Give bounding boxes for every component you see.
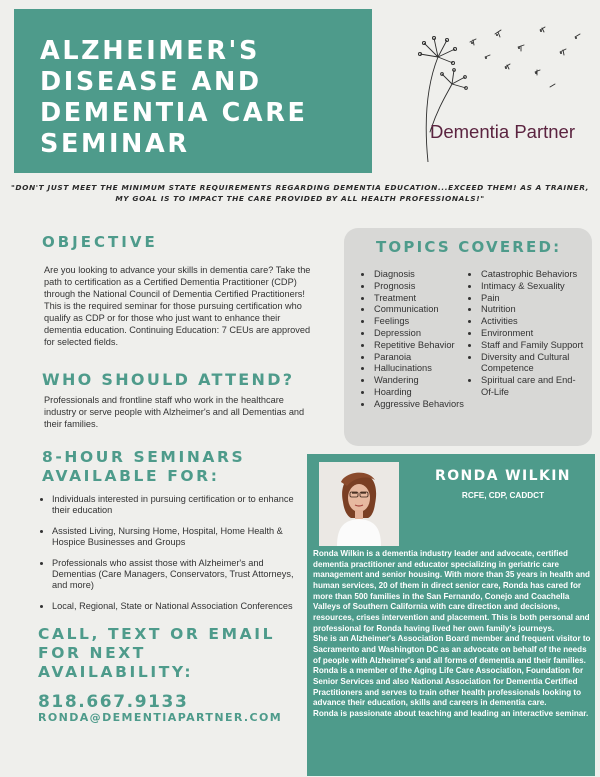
- list-item: • Individuals interested in pursuing certification or to enhance their education: [52, 494, 294, 516]
- list-item: • Feelings: [373, 316, 474, 328]
- list-item: • Professionals who assist those with Alzheimer's and Dementias (Care Managers, Conservators, Trust Attorneys, and more): [52, 558, 294, 591]
- bio-paragraph: She is an Alzheimer's Association Board member and frequent visitor to Sacramento and Washington DC as an advocate on behalf of the needs of people with Alzheimer's and all forms of dementia and their families. Ronda is a member of the Aging Life Care Association, Foundation for Senior Services and also National Association for Dementia Certified Practitioners and serves to train other health professionals looking to advance their education, skills and careers in dementia care.: [313, 634, 591, 708]
- presenter-credentials: RCFE, CDP, CADDCT: [461, 491, 545, 500]
- list-item: • Catastrophic Behaviors: [480, 269, 587, 281]
- email-address[interactable]: RONDA@DEMENTIAPARTNER.COM: [38, 711, 283, 724]
- presenter-photo: [319, 462, 399, 546]
- title-banner: [14, 9, 372, 173]
- list-item: • Communication: [373, 304, 474, 316]
- list-item: • Prognosis: [373, 281, 474, 293]
- title-line: ALZHEIMER'S: [40, 36, 260, 66]
- list-item: • Paranoia: [373, 352, 474, 364]
- list-item: • Wandering: [373, 375, 474, 387]
- seminars-heading-line: AVAILABLE FOR:: [42, 466, 220, 485]
- list-item: • Aggressive Behaviors: [373, 399, 474, 411]
- list-item: • Local, Regional, State or National Association Conferences: [52, 601, 294, 612]
- list-item: • Environment: [480, 328, 587, 340]
- presenter-bio: [313, 549, 593, 720]
- objective-text: Are you looking to advance your skills in dementia care? Take the path to certification as a Certified Dementia Practitioner (CDP) through the National Council of Dementia Certified Practitioners! This is the required seminar for those pursuing certification who qualify as CDP or for those who just want to enhance their dementia education. Continuing Education: 7 CEUs are approved for selected fields.: [44, 265, 311, 347]
- list-item: • Treatment: [373, 293, 474, 305]
- seminar-audience-list: [36, 494, 294, 622]
- title-line: DISEASE AND: [40, 67, 262, 97]
- list-item: • Hoarding: [373, 387, 474, 399]
- topics-heading: TOPICS COVERED:: [376, 238, 562, 256]
- list-item: • Staff and Family Support: [480, 340, 587, 352]
- list-item: • Activities: [480, 316, 587, 328]
- title-line: DEMENTIA CARE: [40, 98, 308, 128]
- list-item: • Diagnosis: [373, 269, 474, 281]
- list-item: • Nutrition: [480, 304, 587, 316]
- list-item: • Hallucinations: [373, 363, 474, 375]
- topics-list-right: [469, 269, 587, 399]
- bio-paragraph: Ronda Wilkin is a dementia industry leader and advocate, certified dementia practitioner and educator specializing in geriatric care management and senior housing. With more than 35 years in health and human services, 20 of them in direct senior care, Ronda has cared for more than 500 families in the San Fernando, Conejo and Coachella Valleys of Southern California with care direction and decisions, resources, crises intervention and placement. This is both personal and professional for Ronda having lived her own family's journeys.: [313, 549, 590, 633]
- contact-heading-line: CALL, TEXT OR EMAIL: [38, 625, 276, 643]
- list-item: • Intimacy & Sexuality: [480, 281, 587, 293]
- phone-number[interactable]: 818.667.9133: [38, 692, 189, 712]
- list-item: • Repetitive Behavior: [373, 340, 474, 352]
- logo-wordmark: Dementia Partner: [430, 121, 575, 142]
- contact-heading-line: AVAILABILITY:: [38, 663, 194, 681]
- topics-list-left: [362, 269, 474, 411]
- bio-paragraph: Ronda is passionate about teaching and leading an interactive seminar.: [313, 708, 589, 718]
- seminars-heading: [42, 448, 245, 485]
- intro-quote: "DON'T JUST MEET THE MINIMUM STATE REQUIREMENTS REGARDING DEMENTIA EDUCATION...EXCEED THEM! AS A TRAINER, MY GOAL IS TO IMPACT THE CARE PROVIDED BY ALL HEALTH PROFESSIONALS!": [10, 183, 590, 203]
- list-item: • Depression: [373, 328, 474, 340]
- list-item: • Diversity and Cultural Competence: [480, 352, 587, 376]
- list-item: • Spiritual care and End-Of-Life: [480, 375, 587, 399]
- contact-heading-line: FOR NEXT: [38, 644, 146, 662]
- list-item: • Assisted Living, Nursing Home, Hospital, Home Health & Hospice Businesses and Groups: [52, 526, 294, 548]
- list-item: • Pain: [480, 293, 587, 305]
- seminars-heading-line: 8-HOUR SEMINARS: [42, 448, 246, 466]
- presenter-name: RONDA WILKIN: [435, 468, 571, 484]
- who-should-attend-heading: WHO SHOULD ATTEND?: [42, 370, 295, 389]
- contact-heading: [38, 625, 275, 682]
- who-should-attend-text: Professionals and frontline staff who work in the healthcare industry or serve people with Alzheimer's and all Dementias and their families.: [44, 395, 305, 429]
- title-line: SEMINAR: [40, 129, 190, 159]
- objective-heading: OBJECTIVE: [42, 233, 158, 251]
